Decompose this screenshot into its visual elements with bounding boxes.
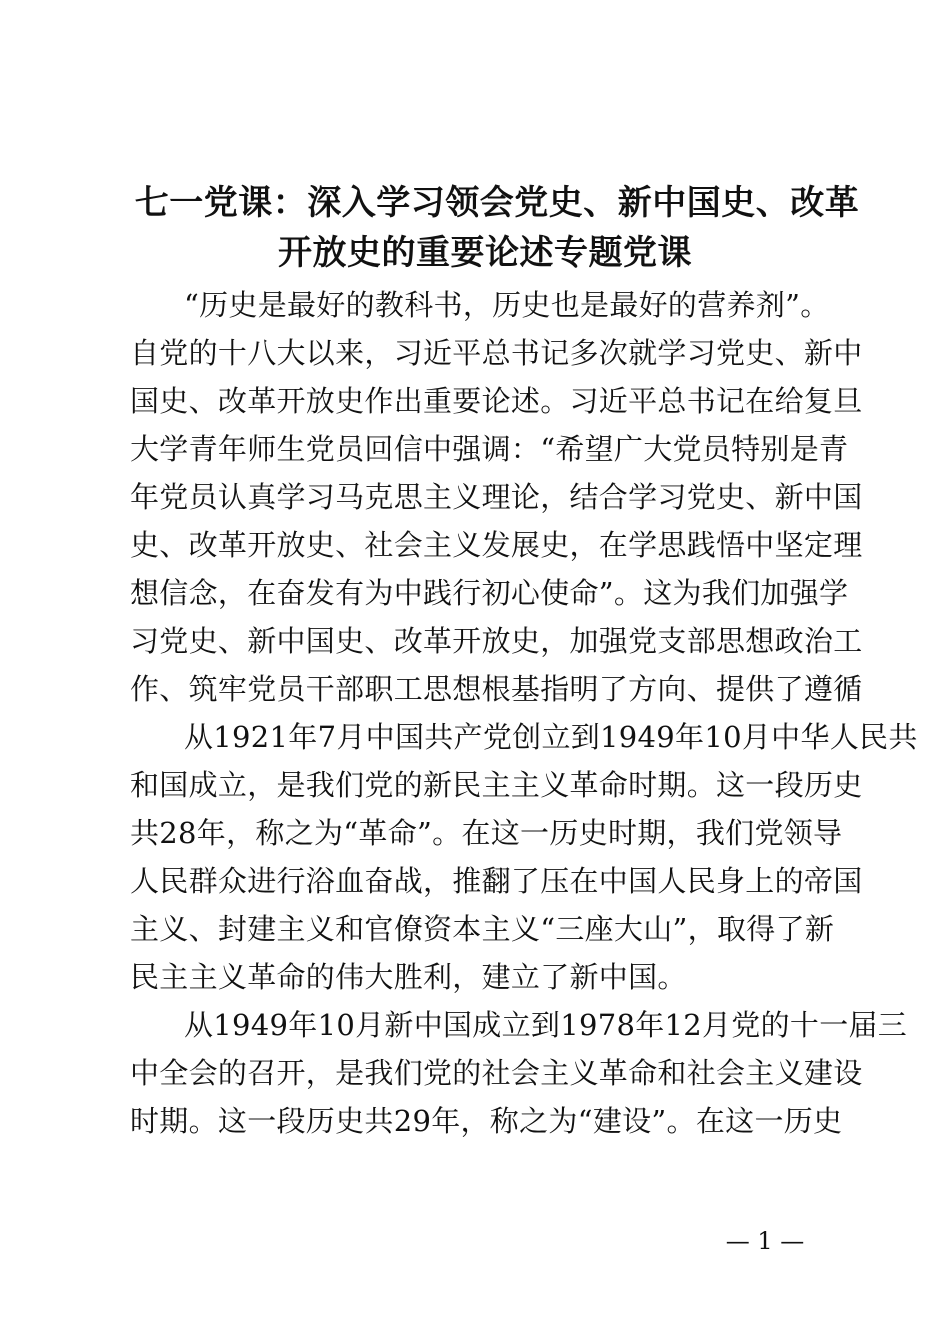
document-body <box>130 288 918 1152</box>
paragraph-line: 和国成立，是我们党的新民主主义革命时期。这一段历史 <box>130 768 863 802</box>
paragraph-line: 国史、改革开放史作出重要论述。习近平总书记在给复旦 <box>130 384 863 418</box>
paragraph-line: 年党员认真学习马克思主义理论，结合学习党史、新中国 <box>130 480 863 514</box>
paragraph-1 <box>130 288 870 720</box>
paragraph-line: 从1949年10月新中国成立到1978年12月党的十一届三 <box>184 1008 908 1042</box>
page-number: — 1 — <box>725 1227 805 1255</box>
paragraph-2 <box>130 720 918 1008</box>
paragraph-line: 主义、封建主义和官僚资本主义“三座大山”，取得了新 <box>130 912 835 946</box>
paragraph-line: 时期。这一段历史共29年，称之为“建设”。在这一历史 <box>130 1104 843 1138</box>
document-title <box>120 178 880 278</box>
paragraph-line: 自党的十八大以来，习近平总书记多次就学习党史、新中 <box>130 336 863 370</box>
paragraph-line: 中全会的召开，是我们党的社会主义革命和社会主义建设 <box>130 1056 863 1090</box>
paragraph-line: 从1921年7月中国共产党创立到1949年10月中华人民共 <box>184 720 918 754</box>
paragraph-line: 大学青年师生党员回信中强调：“希望广大党员特别是青 <box>130 432 849 466</box>
paragraph-line: 史、改革开放史、社会主义发展史，在学思践悟中坚定理 <box>130 528 863 562</box>
paragraph-3 <box>130 1008 908 1152</box>
paragraph-line: 想信念，在奋发有为中践行初心使命”。这为我们加强学 <box>130 576 849 610</box>
paragraph-line: 作、筑牢党员干部职工思想根基指明了方向、提供了遵循 <box>130 672 863 706</box>
paragraph-line: 民主主义革命的伟大胜利，建立了新中国。 <box>130 960 687 994</box>
paragraph-line: “历史是最好的教科书，历史也是最好的营养剂”。 <box>184 288 830 322</box>
paragraph-line: 习党史、新中国史、改革开放史，加强党支部思想政治工 <box>130 624 863 658</box>
paragraph-line: 共28年，称之为“革命”。在这一历史时期，我们党领导 <box>130 816 843 850</box>
paragraph-line: 人民群众进行浴血奋战，推翻了压在中国人民身上的帝国 <box>130 864 863 898</box>
title-line-2: 开放史的重要论述专题党课 <box>278 233 692 273</box>
title-line-1: 七一党课：深入学习领会党史、新中国史、改革 <box>134 183 860 223</box>
